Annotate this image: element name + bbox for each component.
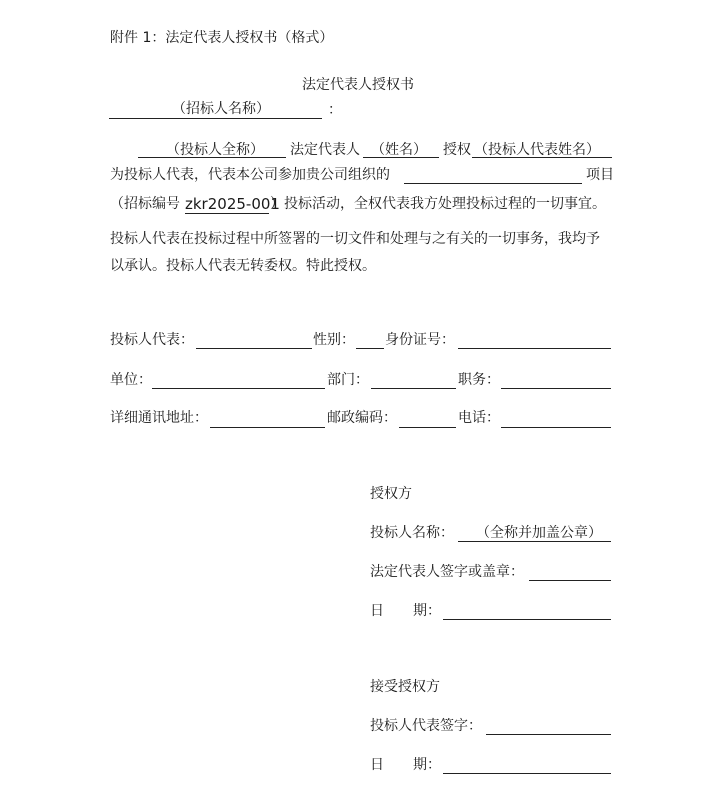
para2-line1: 投标人代表在投标过程中所签署的一切文件和处理与之有关的一切事务，我均予 <box>110 231 600 247</box>
addressee-placeholder: （招标人名称） <box>172 101 270 117</box>
position-label: 职务： <box>458 372 500 388</box>
bid-code: zkr2025-001 <box>185 195 280 213</box>
postcode-label: 邮政编码： <box>327 410 397 426</box>
authorize-label: 授权 <box>443 142 471 158</box>
id-no-field[interactable] <box>458 348 611 349</box>
address-field[interactable] <box>210 427 325 428</box>
grantee-date-day: 日 <box>370 757 384 773</box>
attachment-heading: 附件 1：法定代表人授权书（格式） <box>110 30 334 46</box>
position-field[interactable] <box>501 388 611 389</box>
bid-code-underline <box>185 213 269 214</box>
grantor-date-day: 日 <box>370 603 384 619</box>
postcode-field[interactable] <box>399 427 456 428</box>
grantor-date-label: 期： <box>413 603 441 619</box>
gender-field[interactable] <box>356 348 384 349</box>
grantor-bidder-name-label: 投标人名称： <box>370 525 454 541</box>
project-blank[interactable] <box>404 183 582 184</box>
legal-rep-name-placeholder: （姓名） <box>371 142 427 158</box>
addressee-colon: ： <box>328 102 342 118</box>
id-no-label: 身份证号： <box>385 332 455 348</box>
grantor-heading: 授权方 <box>370 486 412 502</box>
grantor-sign-field[interactable] <box>529 580 611 581</box>
gender-label: 性别： <box>313 332 355 348</box>
phone-label: 电话： <box>458 410 500 426</box>
grantor-date-field[interactable] <box>443 619 611 620</box>
phone-field[interactable] <box>501 427 611 428</box>
body-line3-prefix: （招标编号 <box>110 196 180 212</box>
grantee-sign-field[interactable] <box>486 734 611 735</box>
grantee-heading: 接受授权方 <box>370 679 440 695</box>
grantee-date-label: 期： <box>413 757 441 773</box>
body-line2-prefix: 为投标人代表，代表本公司参加贵公司组织的 <box>110 167 390 183</box>
page-title: 法定代表人授权书 <box>302 77 414 93</box>
address-label: 详细通讯地址： <box>110 410 208 426</box>
legal-rep-label: 法定代表人 <box>290 142 360 158</box>
grantor-sign-label: 法定代表人签字或盖章： <box>370 564 524 580</box>
body-line3-suffix: ）投标活动，全权代表我方处理投标过程的一切事宜。 <box>270 196 606 212</box>
unit-field[interactable] <box>152 388 325 389</box>
grantee-date-field[interactable] <box>443 773 611 774</box>
grantor-bidder-name-placeholder: （全称并加盖公章） <box>476 525 602 541</box>
rep-label: 投标人代表： <box>110 332 194 348</box>
rep-field[interactable] <box>196 348 312 349</box>
grantee-sign-label: 投标人代表签字： <box>370 718 482 734</box>
dept-label: 部门： <box>327 372 369 388</box>
dept-field[interactable] <box>371 388 456 389</box>
rep-name-placeholder: （投标人代表姓名） <box>474 142 600 158</box>
body-line2-suffix: 项目 <box>586 167 614 183</box>
unit-label: 单位： <box>110 372 152 388</box>
bidder-full-placeholder: （投标人全称） <box>166 142 264 158</box>
para2-line2: 以承认。投标人代表无转委权。特此授权。 <box>110 258 376 274</box>
